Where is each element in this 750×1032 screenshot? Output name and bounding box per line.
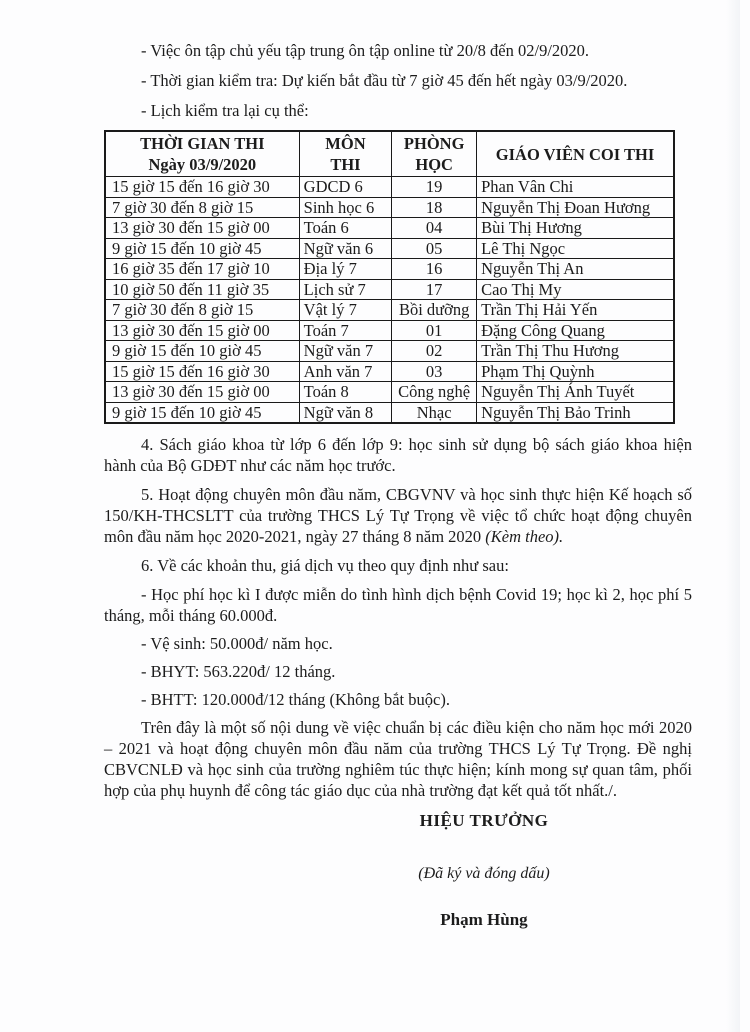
table-cell: Toán 7 (299, 320, 392, 341)
table-cell: 9 giờ 15 đến 10 giờ 45 (105, 402, 299, 423)
table-cell: 19 (392, 177, 477, 198)
table-row (105, 402, 674, 423)
col-header-time-line2: Ngày 03/9/2020 (148, 155, 257, 174)
col-header-room (392, 131, 477, 177)
signature-name: Phạm Hùng (440, 910, 528, 929)
table-cell: Sinh học 6 (299, 197, 392, 218)
exam-table-body (105, 177, 674, 424)
intro-line-review: - Việc ôn tập chủ yếu tập trung ôn tập online từ 20/8 đến 02/9/2020. (141, 41, 590, 60)
fee-item-sanitation: - Vệ sinh: 50.000đ/ năm học. (141, 634, 333, 653)
table-cell: 05 (392, 238, 477, 259)
intro-line-exam-time: - Thời gian kiểm tra: Dự kiến bắt đầu từ 7 giờ 45 đến hết ngày 03/9/2020. (141, 71, 628, 90)
table-row (105, 341, 674, 362)
table-cell: Bùi Thị Hương (477, 218, 674, 239)
table-cell: 04 (392, 218, 477, 239)
signature-stamp-note: (Đã ký và đóng dấu) (418, 865, 550, 882)
paragraph-professional-plan (104, 484, 692, 547)
table-cell: Địa lý 7 (299, 259, 392, 280)
table-cell: Nhạc (392, 402, 477, 423)
table-cell: Phạm Thị Quỳnh (477, 361, 674, 382)
table-cell: 13 giờ 30 đến 15 giờ 00 (105, 320, 299, 341)
table-row (105, 279, 674, 300)
table-cell: 15 giờ 15 đến 16 giờ 30 (105, 177, 299, 198)
table-cell: Nguyễn Thị An (477, 259, 674, 280)
page-edge-shadow (726, 0, 740, 1032)
table-cell: 15 giờ 15 đến 16 giờ 30 (105, 361, 299, 382)
table-cell: Cao Thị My (477, 279, 674, 300)
signature-block (364, 811, 604, 930)
table-cell: 7 giờ 30 đến 8 giờ 15 (105, 197, 299, 218)
header-row (105, 131, 674, 177)
signature-title: HIỆU TRƯỞNG (419, 811, 549, 830)
table-row (105, 361, 674, 382)
exam-table-header (105, 131, 674, 177)
table-row (105, 259, 674, 280)
table-cell: Bồi dưỡng (392, 300, 477, 321)
table-cell: 10 giờ 50 đến 11 giờ 35 (105, 279, 299, 300)
table-cell: Toán 8 (299, 382, 392, 403)
table-cell: Phan Vân Chi (477, 177, 674, 198)
table-cell: 03 (392, 361, 477, 382)
table-cell: 13 giờ 30 đến 15 giờ 00 (105, 382, 299, 403)
table-row (105, 177, 674, 198)
table-cell: 01 (392, 320, 477, 341)
table-cell: 9 giờ 15 đến 10 giờ 45 (105, 341, 299, 362)
col-header-subject-line2: THI (330, 155, 361, 174)
table-row (105, 197, 674, 218)
paragraph-textbooks: 4. Sách giáo khoa từ lớp 6 đến lớp 9: học sinh sử dụng bộ sách giáo khoa hiện hành của Bộ GDĐT như các năm học trước. (104, 435, 692, 475)
table-cell: Toán 6 (299, 218, 392, 239)
table-cell: Trần Thị Thu Hương (477, 341, 674, 362)
fee-item-accident-insurance: - BHTT: 120.000đ/12 tháng (Không bắt buộc). (141, 690, 450, 709)
exam-schedule-table (104, 130, 675, 424)
table-cell: Lê Thị Ngọc (477, 238, 674, 259)
table-cell: 18 (392, 197, 477, 218)
attachment-note: (Kèm theo). (485, 527, 564, 546)
fee-item-health-insurance: - BHYT: 563.220đ/ 12 tháng. (141, 662, 336, 681)
table-cell: 16 (392, 259, 477, 280)
table-cell: Trần Thị Hải Yến (477, 300, 674, 321)
table-row (105, 218, 674, 239)
table-row (105, 382, 674, 403)
intro-line-schedule: - Lịch kiểm tra lại cụ thể: (141, 101, 309, 120)
col-header-time-line1: THỜI GIAN THI (140, 134, 265, 153)
table-cell: Anh văn 7 (299, 361, 392, 382)
table-cell: 7 giờ 30 đến 8 giờ 15 (105, 300, 299, 321)
table-cell: 17 (392, 279, 477, 300)
table-cell: Ngữ văn 6 (299, 238, 392, 259)
table-row (105, 238, 674, 259)
table-cell: 16 giờ 35 đến 17 giờ 10 (105, 259, 299, 280)
col-header-teacher: GIÁO VIÊN COI THI (477, 131, 674, 177)
table-cell: Ngữ văn 7 (299, 341, 392, 362)
table-cell: 02 (392, 341, 477, 362)
col-header-room-line1: PHÒNG (403, 134, 465, 153)
col-header-subject-line1: MÔN (325, 134, 366, 153)
table-cell: Nguyễn Thị Ánh Tuyết (477, 382, 674, 403)
paragraph-closing: Trên đây là một số nội dung về việc chuẩn bị các điều kiện cho năm học mới 2020 – 2021 và hoạt động chuyên môn đầu năm của trường THCS Lý Tự Trọng. Đề nghị CBVCNLĐ và học sinh của trường nghiêm túc thực hiện; kính mong sự quan tâm, phối hợp của phụ huynh để công tác giáo dục của nhà trường đạt kết quả tốt nhất./. (104, 718, 692, 800)
table-cell: Nguyễn Thị Đoan Hương (477, 197, 674, 218)
table-cell: 9 giờ 15 đến 10 giờ 45 (105, 238, 299, 259)
table-cell: Nguyễn Thị Bảo Trinh (477, 402, 674, 423)
fee-item-tuition: - Học phí học kì I được miễn do tình hình dịch bệnh Covid 19; học kì 2, học phí 5 tháng, mỗi tháng 60.000đ. (104, 585, 692, 625)
col-header-time (105, 131, 299, 177)
table-cell: Vật lý 7 (299, 300, 392, 321)
col-header-subject (299, 131, 392, 177)
table-cell: Đặng Công Quang (477, 320, 674, 341)
table-cell: 13 giờ 30 đến 15 giờ 00 (105, 218, 299, 239)
col-header-room-line2: HỌC (415, 155, 453, 174)
paragraph-professional-plan-text: 5. Hoạt động chuyên môn đầu năm, CBGVNV và học sinh thực hiện Kế hoạch số 150/KH-THCSLTT của trường THCS Lý Tự Trọng về việc tổ chức hoạt động chuyên môn đầu năm học 2020-2021, ngày 27 tháng 8 năm 2020 (104, 485, 692, 546)
table-cell: GDCD 6 (299, 177, 392, 198)
table-cell: Công nghệ (392, 382, 477, 403)
table-cell: Ngữ văn 8 (299, 402, 392, 423)
paragraph-fees-heading: 6. Về các khoản thu, giá dịch vụ theo quy định như sau: (141, 556, 509, 575)
table-row (105, 320, 674, 341)
table-cell: Lịch sử 7 (299, 279, 392, 300)
table-row (105, 300, 674, 321)
